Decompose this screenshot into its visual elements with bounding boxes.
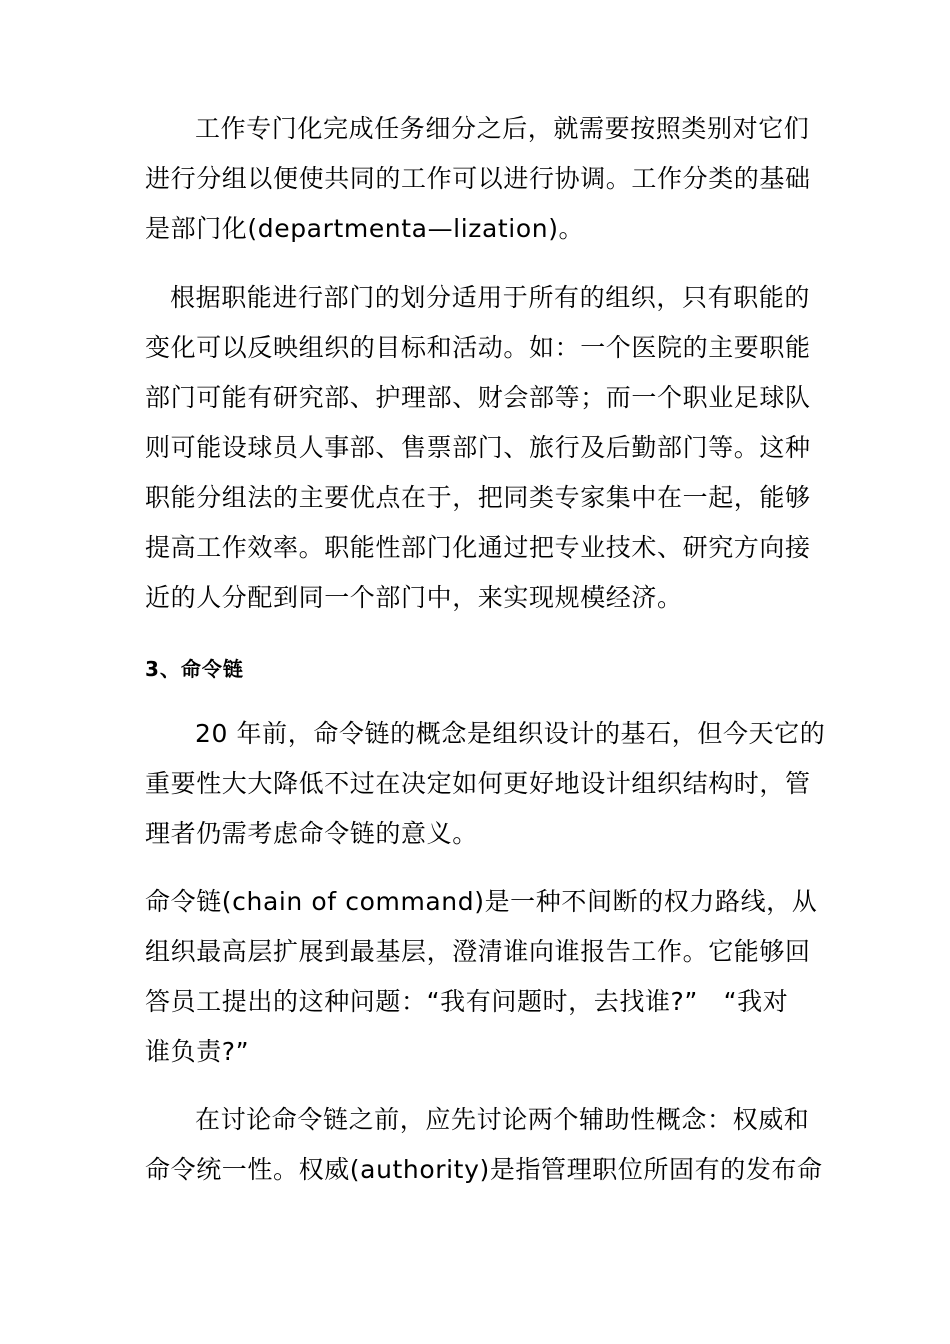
text-line: 组织最高层扩展到最基层，澄清谁向谁报告工作。它能够回 bbox=[145, 937, 811, 966]
text-line: 答员工提出的这种问题：“我有问题时，去找谁?” “我对 bbox=[145, 987, 789, 1016]
paragraph-functional-departments bbox=[145, 273, 811, 623]
text-line: 20 年前，命令链的概念是组织设计的基石，但今天它的 bbox=[195, 719, 826, 748]
text-line: 命令统一性。权威(authority)是指管理职位所固有的发布命 bbox=[145, 1155, 823, 1184]
text-line: 则可能设球员人事部、售票部门、旅行及后勤部门等。这种 bbox=[145, 433, 811, 462]
paragraph-departmentalization-intro bbox=[145, 104, 811, 254]
text-line: 在讨论命令链之前，应先讨论两个辅助性概念：权威和 bbox=[195, 1105, 810, 1134]
text-line: 近的人分配到同一个部门中，来实现规模经济。 bbox=[145, 583, 683, 612]
text-line: 提高工作效率。职能性部门化通过把专业技术、研究方向接 bbox=[145, 533, 811, 562]
text-line: 部门可能有研究部、护理部、财会部等；而一个职业足球队 bbox=[145, 383, 811, 412]
text-line: 变化可以反映组织的目标和活动。如：一个医院的主要职能 bbox=[145, 333, 811, 362]
text-line: 重要性大大降低不过在决定如何更好地设计组织结构时，管 bbox=[145, 769, 811, 798]
text-line: 职能分组法的主要优点在于，把同类专家集中在一起，能够 bbox=[145, 483, 811, 512]
text-line: 是部门化(departmenta—lization)。 bbox=[145, 214, 585, 243]
paragraph-chain-history bbox=[145, 709, 825, 859]
text-line: 根据职能进行部门的划分适用于所有的组织，只有职能的 bbox=[170, 283, 811, 312]
text-line: 工作专门化完成任务细分之后，就需要按照类别对它们 bbox=[195, 114, 810, 143]
text-line: 进行分组以便使共同的工作可以进行协调。工作分类的基础 bbox=[145, 164, 811, 193]
text-line: 谁负责?” bbox=[145, 1037, 250, 1066]
paragraph-chain-definition bbox=[145, 877, 817, 1077]
section-heading: 3、命令链 bbox=[145, 657, 244, 681]
text-line: 命令链(chain of command)是一种不间断的权力路线，从 bbox=[145, 887, 818, 916]
text-line: 理者仍需考虑命令链的意义。 bbox=[145, 819, 478, 848]
paragraph-authority bbox=[145, 1095, 823, 1195]
